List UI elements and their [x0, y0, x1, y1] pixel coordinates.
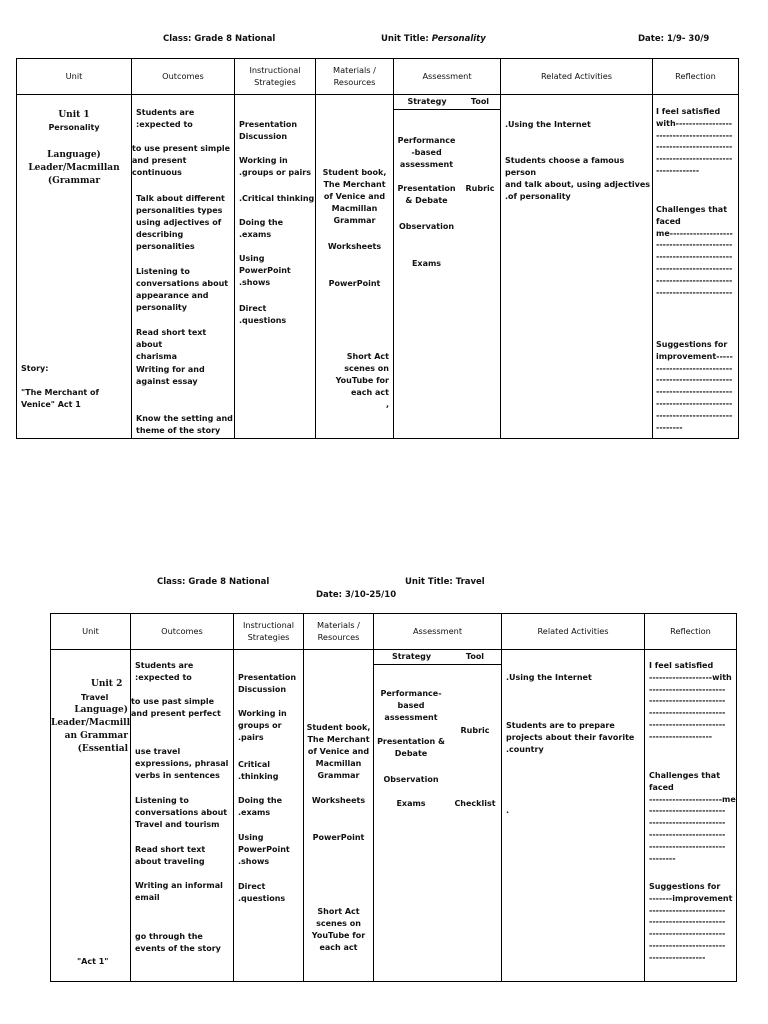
assessment-strategy: Observation: [398, 222, 455, 231]
outcome-item: to use present simple and present continuous: [132, 144, 231, 177]
related-item: .Using the Internet: [505, 120, 591, 129]
unit-title-value: Personality: [431, 34, 486, 44]
reflection-satisfied: I feel satisfied with----------------- ----------------------- ----------------------- ----------------------- -------------: [656, 107, 733, 176]
tool-header: Tool: [465, 652, 485, 661]
col-header-outcomes: Outcomes: [131, 614, 234, 650]
strategy-item: Working in groups or .pairs: [238, 709, 287, 742]
unit-cell: [51, 650, 131, 982]
related-item: Students choose a famous person and talk about, using adjectives .of personality: [505, 156, 651, 201]
assessment-strategy: Observation: [383, 775, 439, 784]
outcomes-cell: [132, 95, 235, 439]
strategy-header: Strategy: [391, 652, 432, 661]
assessment-strategy: Exams: [411, 259, 442, 268]
col-header-related: Related Activities: [502, 614, 645, 650]
strategy-header: Strategy: [407, 97, 447, 106]
assessment-tool: Rubric: [465, 184, 495, 193]
strategy-item: Direct .questions: [238, 882, 286, 903]
reflection-cell: [653, 95, 739, 439]
strategy-item: Using PowerPoint .shows: [239, 254, 291, 287]
col-header-unit: Unit: [17, 59, 132, 95]
unit-book: Language) Leader/Macmillan (Grammar: [28, 150, 120, 187]
assessment-cell: [374, 650, 502, 982]
assessment-strategy: Performance -based assessment: [397, 136, 456, 169]
col-header-unit: Unit: [51, 614, 131, 650]
outcomes-cell: [131, 650, 234, 982]
outcome-item: go through the events of the story: [135, 932, 221, 953]
assessment-strategy: Presentation & Debate: [397, 184, 456, 205]
date-label: Date: 3/10-25/10: [316, 590, 397, 600]
strategy-item: Presentation Discussion: [238, 673, 297, 694]
assessment-tool: Rubric: [460, 726, 490, 735]
outcome-item: Read short text about charisma: [136, 328, 207, 361]
story-title: "Act 1": [77, 957, 109, 966]
story-label: Story:: [21, 364, 49, 373]
strategy-item: .Critical thinking: [239, 194, 315, 203]
unit-title-value: Travel: [455, 577, 485, 587]
material-item: PowerPoint: [328, 279, 381, 288]
assessment-tool: Checklist: [454, 799, 496, 808]
tool-header: Tool: [470, 97, 490, 106]
outcome-item: Talk about different personalities types using adjectives of describing personalities: [136, 194, 225, 251]
related-cell: [502, 650, 645, 982]
instructional-cell: [235, 95, 316, 439]
strategy-item: Direct .questions: [239, 304, 287, 325]
related-item: .: [506, 806, 510, 815]
unit-topic: Travel: [81, 693, 109, 702]
unit-book: Language) Leader/Macmill an Grammar (Essential: [51, 705, 130, 755]
unit-name: Unit 1: [58, 110, 90, 120]
related-cell: [501, 95, 653, 439]
class-label: Class: Grade 8 National: [157, 577, 270, 587]
strategy-item: Doing the .exams: [238, 796, 283, 817]
reflection-challenges: Challenges that faced me------------------- ----------------------- ----------------------- ----------------------- ----------------------- -----------------------: [656, 205, 733, 297]
strategy-item: Doing the .exams: [239, 218, 284, 239]
unit-title-prefix: Unit Title:: [405, 577, 456, 587]
unit-cell: [17, 95, 132, 439]
strategy-item: Presentation Discussion: [239, 120, 298, 141]
strategy-item: Critical .thinking: [238, 760, 279, 781]
strategy-item: Using PowerPoint .shows: [238, 833, 290, 866]
lesson-plan-table: [50, 613, 737, 982]
story-title: "The Merchant of Venice" Act 1: [21, 388, 99, 409]
date-label: Date: 1/9- 30/9: [638, 34, 710, 44]
unit-title: [405, 577, 485, 587]
outcome-item: Listening to conversations about appearance and personality: [136, 267, 229, 312]
material-item: Student book, The Merchant of Venice and Macmillan Grammar: [306, 723, 371, 780]
assessment-cell: [394, 95, 501, 439]
col-header-reflection: Reflection: [653, 59, 739, 95]
reflection-satisfied: I feel satisfied -------------------with ----------------------- ----------------------- ----------------------- ----------------------- -------------------: [649, 661, 732, 741]
outcome-item: Writing for and against essay: [136, 365, 205, 386]
materials-cell: [316, 95, 394, 439]
unit-title-prefix: Unit Title:: [381, 34, 432, 44]
col-header-reflection: Reflection: [645, 614, 737, 650]
col-header-outcomes: Outcomes: [132, 59, 235, 95]
related-item: Students are to prepare projects about their favorite .country: [506, 721, 635, 754]
lesson-plan-table: [16, 58, 739, 439]
col-header-assessment: Assessment: [374, 614, 502, 650]
assessment-strategy: Performance- based assessment: [380, 689, 442, 722]
outcome-item: Read short text about traveling: [135, 845, 206, 866]
material-item: Worksheets: [327, 242, 382, 251]
reflection-suggestions: Suggestions for -------improvement ----------------------- ----------------------- ----------------------- ----------------------- -----------------: [649, 882, 733, 962]
material-item: Student book, The Merchant of Venice and Macmillan Grammar: [322, 168, 387, 225]
outcome-item: use travel expressions, phrasal verbs in sentences: [135, 747, 229, 780]
unit-name: Unit 2: [91, 679, 123, 689]
outcome-item: Listening to conversations about Travel and tourism: [135, 796, 228, 829]
material-item: Worksheets: [311, 796, 366, 805]
unit-topic: Personality: [48, 123, 100, 132]
col-header-assessment: Assessment: [394, 59, 501, 95]
outcome-item: to use past simple and present perfect: [131, 697, 221, 718]
material-item: Short Act scenes on YouTube for each act: [311, 907, 366, 952]
related-item: .Using the Internet: [506, 673, 592, 682]
strategy-item: Working in .groups or pairs: [239, 156, 311, 177]
col-header-instructional: Instructional Strategies: [234, 614, 304, 650]
unit-title: [381, 34, 486, 44]
assessment-strategy: Presentation & Debate: [377, 737, 445, 758]
col-header-instructional: Instructional Strategies: [235, 59, 316, 95]
col-header-materials: Materials / Resources: [304, 614, 374, 650]
outcome-item: Students are :expected to: [135, 661, 194, 682]
reflection-suggestions: Suggestions for improvement----- ----------------------- ----------------------- ----------------------- ----------------------- ----------------------- --------: [656, 340, 733, 432]
materials-cell: [304, 650, 374, 982]
col-header-related: Related Activities: [501, 59, 653, 95]
outcome-item: Writing an informal email: [135, 881, 223, 902]
outcome-item: Students are :expected to: [136, 108, 195, 129]
reflection-challenges: Challenges that faced ----------------------me ----------------------- ----------------------- ----------------------- ----------------------- --------: [649, 771, 736, 863]
material-item: Short Act scenes on YouTube for each act ,: [335, 352, 389, 409]
class-label: Class: Grade 8 National: [163, 34, 276, 44]
material-item: PowerPoint: [312, 833, 365, 842]
col-header-materials: Materials / Resources: [316, 59, 394, 95]
reflection-cell: [645, 650, 737, 982]
assessment-strategy: Exams: [396, 799, 426, 808]
instructional-cell: [234, 650, 304, 982]
outcome-item: Know the setting and theme of the story: [136, 414, 233, 435]
